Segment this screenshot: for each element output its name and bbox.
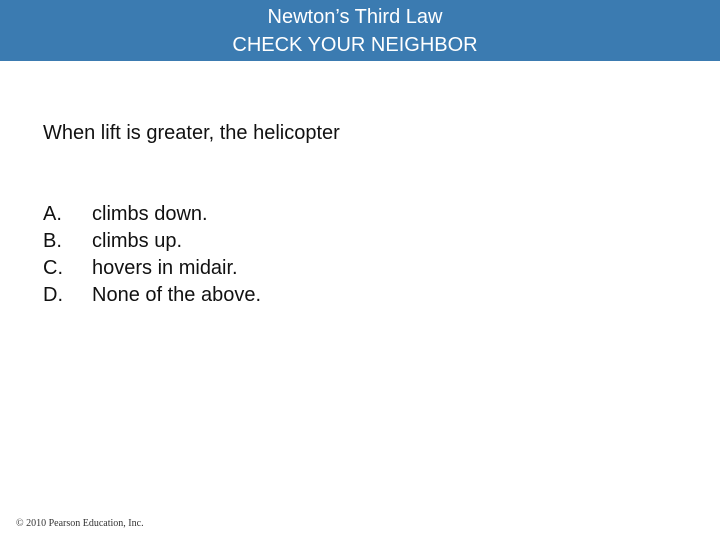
- option-text: climbs down.: [92, 203, 208, 225]
- question-text: When lift is greater, the helicopter: [43, 122, 340, 144]
- option-letter: B.: [43, 230, 62, 252]
- option-text: hovers in midair.: [92, 257, 238, 279]
- option-text: None of the above.: [92, 284, 262, 306]
- option-text: climbs up.: [92, 230, 183, 252]
- title-bar: [0, 0, 720, 61]
- slide-subtitle: CHECK YOUR NEIGHBOR: [232, 34, 478, 56]
- option-letter: C.: [43, 257, 63, 279]
- option-letter: A.: [43, 203, 62, 225]
- slide-title: Newton’s Third Law: [267, 6, 443, 28]
- copyright-notice: © 2010 Pearson Education, Inc.: [16, 518, 144, 529]
- option-letter: D.: [43, 284, 63, 306]
